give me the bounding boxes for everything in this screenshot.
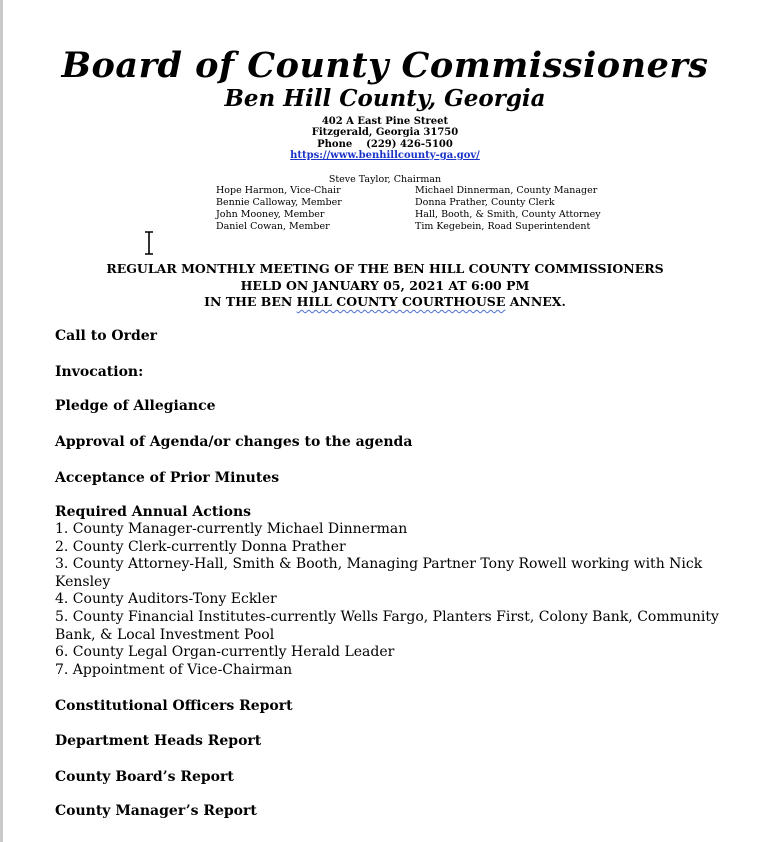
meeting-line-3 — [0, 294, 770, 311]
agenda-county-board: County Board’s Report — [55, 769, 234, 785]
spellcheck-underlined-text: HILL COUNTY COURTHOUSE — [296, 294, 506, 309]
official-name: Donna Prather, County Clerk — [415, 197, 555, 208]
agenda-approval: Approval of Agenda/or changes to the agenda — [55, 434, 413, 450]
list-item: 1. County Manager-currently Michael Dinnerman — [55, 521, 408, 537]
official-name: Michael Dinnerman, County Manager — [415, 185, 598, 196]
official-name: Tim Kegebein, Road Superintendent — [415, 221, 591, 232]
list-item: 4. County Auditors-Tony Eckler — [55, 591, 277, 608]
agenda-county-manager: County Manager’s Report — [55, 803, 257, 819]
list-item: 5. County Financial Institutes-currently Wells Fargo, Planters First, Colony Bank, Community Bank, & Local Investment Pool — [55, 608, 719, 643]
chairman-line: Steve Taylor, Chairman — [328, 174, 442, 185]
official-name: Bennie Calloway, Member — [216, 197, 342, 208]
address-city: Fitzgerald, Georgia 31750 — [311, 127, 459, 138]
address-phone: Phone (229) 426-5100 — [317, 139, 453, 150]
agenda-required-title: Required Annual Actions — [55, 504, 252, 520]
agenda-constitutional: Constitutional Officers Report — [55, 698, 293, 714]
agenda-acceptance: Acceptance of Prior Minutes — [55, 470, 280, 486]
meeting-line-1: REGULAR MONTHLY MEETING OF THE BEN HILL COUNTY COMMISSIONERS — [106, 261, 664, 276]
official-name: Hope Harmon, Vice-Chair — [216, 185, 341, 196]
required-actions-list — [55, 521, 735, 679]
officials-right-column — [415, 185, 601, 233]
officials-left-column — [216, 185, 342, 233]
official-name: Hall, Booth, & Smith, County Attorney — [415, 209, 601, 220]
official-name: John Mooney, Member — [216, 209, 325, 220]
list-item: 3. County Attorney-Hall, Smith & Booth, Managing Partner Tony Rowell working with Nick Kensley — [55, 556, 703, 590]
website-link[interactable]: https://www.benhillcounty-ga.gov/ — [290, 150, 480, 161]
meeting-line-3-prefix: IN THE BEN — [204, 294, 297, 309]
meeting-line-2: HELD ON JANUARY 05, 2021 AT 6:00 PM — [240, 277, 530, 293]
document-title: Board of County Commissioners — [61, 45, 709, 86]
agenda-department: Department Heads Report — [55, 733, 262, 749]
text-cursor-icon — [143, 231, 155, 255]
document-subtitle: Ben Hill County, Georgia — [224, 85, 546, 112]
list-item: 2. County Clerk-currently Donna Prather — [55, 538, 346, 555]
list-item: 6. County Legal Organ-currently Herald Leader — [55, 644, 395, 661]
website-link-container — [0, 150, 770, 162]
meeting-line-3-suffix: ANNEX. — [505, 294, 566, 309]
address-street: 402 A East Pine Street — [321, 116, 449, 127]
agenda-pledge: Pledge of Allegiance — [55, 398, 216, 414]
official-name: Daniel Cowan, Member — [216, 221, 330, 232]
agenda-invocation: Invocation: — [55, 364, 144, 380]
list-item: 7. Appointment of Vice-Chairman — [55, 661, 293, 678]
agenda-call-to-order: Call to Order — [55, 328, 158, 344]
meeting-header — [0, 261, 770, 311]
